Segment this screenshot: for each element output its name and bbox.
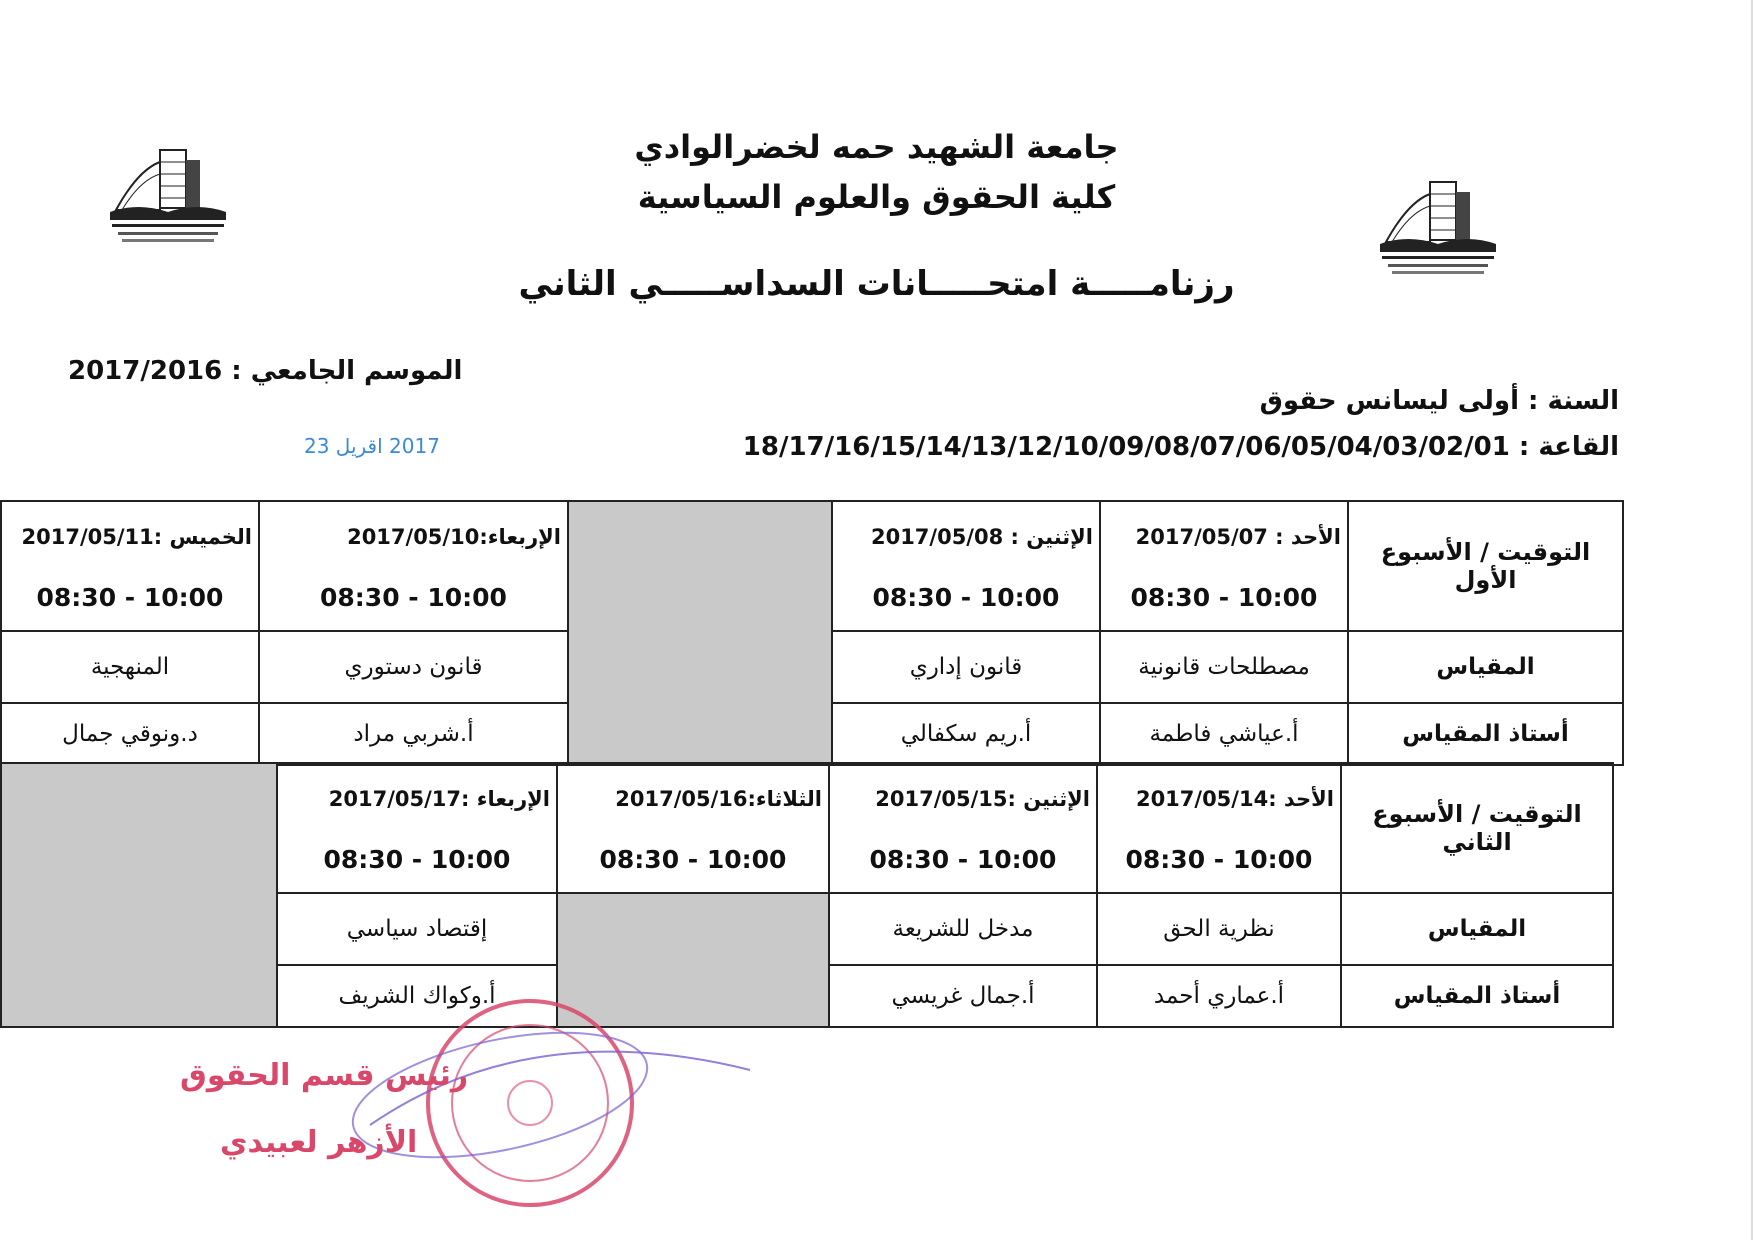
exam-time: 08:30 - 10:00 bbox=[36, 582, 224, 612]
study-year: السنة : أولى ليسانس حقوق bbox=[1259, 386, 1619, 416]
exam-time: 08:30 - 10:00 bbox=[599, 844, 787, 874]
exam-time: 08:30 - 10:00 bbox=[872, 582, 1060, 612]
day-date: الأحد :2017/05/14 bbox=[1135, 786, 1334, 811]
exam-time: 08:30 - 10:00 bbox=[323, 844, 511, 874]
day-date: الأحد : 2017/05/07 bbox=[1135, 524, 1341, 549]
document-title: رزنامـــــة امتحـــــانات السداســـــي الثاني bbox=[518, 264, 1235, 304]
professor-name: أ.شربي مراد bbox=[259, 703, 568, 765]
week1-label: التوقيت / الأسبوع الأول bbox=[1348, 501, 1623, 631]
professor-name: أ.عياشي فاطمة bbox=[1100, 703, 1348, 765]
module-name: مصطلحات قانونية bbox=[1100, 631, 1348, 703]
day-date: الإربعاء:2017/05/10 bbox=[347, 524, 561, 549]
received-date-stamp: 2017 اقريل 23 bbox=[304, 434, 440, 458]
module-name: مدخل للشريعة bbox=[829, 893, 1097, 965]
professor-label: أستاذ المقياس bbox=[1341, 965, 1613, 1027]
professor-label: أستاذ المقياس bbox=[1348, 703, 1623, 765]
exam-time: 08:30 - 10:00 bbox=[1130, 582, 1318, 612]
week2-day-cell bbox=[277, 763, 557, 893]
exam-time: 08:30 - 10:00 bbox=[1125, 844, 1313, 874]
professor-name: أ.جمال غريسي bbox=[829, 965, 1097, 1027]
week2-day-cell bbox=[829, 763, 1097, 893]
professor-name: أ.ريم سكفالي bbox=[832, 703, 1100, 765]
week1-day-cell bbox=[1, 501, 259, 631]
module-name: قانون إداري bbox=[832, 631, 1100, 703]
exam-time: 08:30 - 10:00 bbox=[320, 582, 507, 612]
week1-day-cell bbox=[832, 501, 1100, 631]
exam-halls: القاعة : 18/17/16/15/14/13/12/10/09/08/07/06/05/04/03/02/01 bbox=[742, 432, 1619, 462]
signature-name: الأزهر لعبيدي bbox=[220, 1125, 418, 1160]
module-name: إقتصاد سياسي bbox=[277, 893, 557, 965]
official-stamp bbox=[170, 975, 760, 1215]
week1-time-row bbox=[1, 501, 1623, 631]
exam-time: 08:30 - 10:00 bbox=[869, 844, 1057, 874]
day-date: الثلاثاء:2017/05/16 bbox=[615, 786, 822, 811]
faculty-name: كلية الحقوق والعلوم السياسية bbox=[637, 178, 1116, 216]
day-date: الإثنين :2017/05/15 bbox=[875, 786, 1090, 811]
day-date: الإربعاء :2017/05/17 bbox=[328, 786, 550, 811]
week1-no-exam-cell bbox=[568, 501, 832, 765]
day-date: الإثنين : 2017/05/08 bbox=[870, 524, 1093, 549]
week1-day-cell bbox=[259, 501, 568, 631]
day-date: الخميس :2017/05/11 bbox=[21, 524, 252, 549]
week1-schedule-table bbox=[0, 500, 1624, 766]
week2-time-row bbox=[1, 763, 1613, 893]
academic-season: الموسم الجامعي : 2017/2016 bbox=[68, 356, 463, 386]
module-label: المقياس bbox=[1348, 631, 1623, 703]
professor-name: أ.وكواك الشريف bbox=[277, 965, 557, 1027]
week2-day-cell bbox=[557, 763, 829, 893]
module-name: قانون دستوري bbox=[259, 631, 568, 703]
week2-label: التوقيت / الأسبوع الثاني bbox=[1341, 763, 1613, 893]
week1-day-cell bbox=[1100, 501, 1348, 631]
professor-name: د.ونوقي جمال bbox=[1, 703, 259, 765]
module-label: المقياس bbox=[1341, 893, 1613, 965]
module-name: نظرية الحق bbox=[1097, 893, 1341, 965]
module-name: المنهجية bbox=[1, 631, 259, 703]
week2-day-cell bbox=[1097, 763, 1341, 893]
professor-name: أ.عماري أحمد bbox=[1097, 965, 1341, 1027]
signature-title: رئيس قسم الحقوق bbox=[180, 1058, 469, 1093]
university-name: جامعة الشهيد حمه لخضرالوادي bbox=[634, 128, 1119, 166]
